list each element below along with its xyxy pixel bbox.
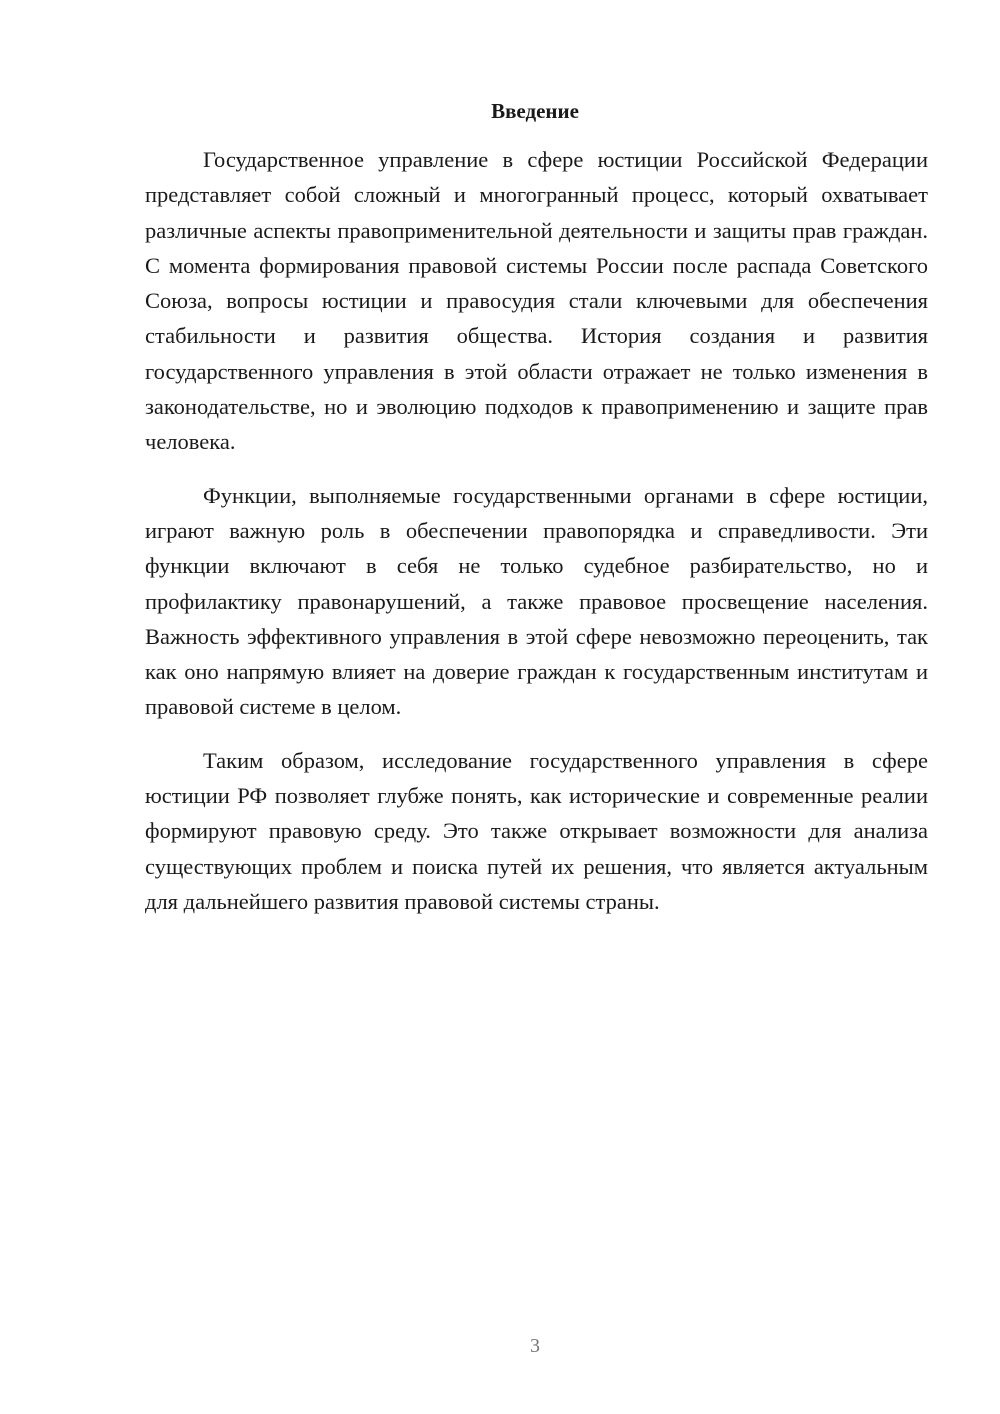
paragraph-3: Таким образом, исследование государственного управления в сфере юстиции РФ позволяет глубже понять, как исторические и современные реалии формируют правовую среду. Это также открывает возможности для анализа существующих проблем и поиска путей их решения, что является актуальным для дальнейшего развития правовой системы страны. xyxy=(145,747,928,914)
paragraph-1: Государственное управление в сфере юстиции Российской Федерации представляет собой сложный и многогранный процесс, который охватывает различные аспекты правоприменительной деятельности и защиты прав граждан. С момента формирования правовой системы России после распада Советского Союза, вопросы юстиции и правосудия стали ключевыми для обеспечения стабильности и развития общества. История создания и развития государственного управления в этой области отражает не только изменения в законодательстве, но и эволюцию подходов к правоприменению и защите прав человека. xyxy=(145,147,928,455)
paragraph-2: Функции, выполняемые государственными органами в сфере юстиции, играют важную роль в обеспечении правопорядка и справедливости. Эти функции включают в себя не только судебное разбирательство, но и профилактику правонарушений, а также правовое просвещение населения. Важность эффективного управления в этой сфере невозможно переоценить, так как оно напрямую влияет на доверие граждан к государственным институтам и правовой системе в целом. xyxy=(145,482,928,720)
body-text xyxy=(145,142,928,919)
page-number: 3 xyxy=(530,1335,540,1357)
section-heading: Введение xyxy=(491,99,579,123)
